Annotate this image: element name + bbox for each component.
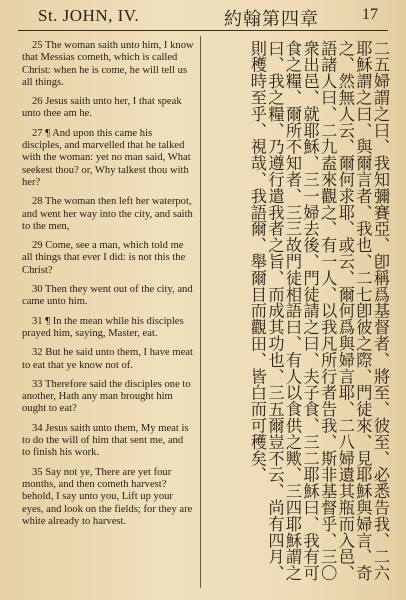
verse-27: 27 ¶ And upon this came his disciples, and marvelled that he talked with the woman: yet no man said, What seekest thou? or, Why talkest thou with her? (22, 127, 191, 188)
verse-30: 30 Then they went out of the city, and came unto him. (22, 284, 193, 308)
chinese-text: 二五婦謂之曰、我知彌賽亞、卽稱爲基督者、將至、彼至、必悉告我、二六耶穌謂之曰、與爾言者、我也、二七卽彼之際、門徒來、見耶穌與婦言、奇之、然無人云、爾何求耶、或云、爾何爲與婦言耶、二八婦遺其瓶而入邑、語諸人曰、二九盍來觀之、有一人、以我凡所行者告我、斯非基督乎、三〇衆出邑、就耶穌、三一婦去後、門徒請之曰、夫子食、三二耶穌曰、我有可食之糧、爾所不知者、三三故門徒相語曰、有人以食供之歟、三四耶穌謂之曰、我之糧、乃遵行遣我者之旨、而成其功也、三五爾豈不云、尚有四月、則穫時至乎、視哉、我語爾、舉爾目而觀田、皆白而可穫矣、 (247, 40, 389, 582)
page-header (0, 0, 406, 34)
english-running-title: St. JOHN, IV. (38, 6, 140, 25)
chinese-running-title: 約翰第四章 (224, 9, 319, 29)
verse-35: 35 Say not ye, There are yet four months, and then cometh harvest? behold, I say unto you, Lift up your eyes, and look on the fields; for they are white already to harvest. (22, 466, 193, 527)
verse-31: 31 ¶ In the mean while his disciples prayed him, saying, Master, eat. (22, 315, 184, 339)
page-number: 17 (362, 6, 378, 23)
verse-33: 33 Therefore said the disciples one to another, Hath any man brought him ought to eat? (22, 378, 191, 415)
chinese-column (206, 40, 388, 588)
verse-26: 26 Jesus saith unto her, I that speak unto thee am he. (22, 96, 182, 120)
verse-32: 32 But he said unto them, I have meat to eat that ye know not of. (22, 347, 193, 371)
column-divider (200, 36, 201, 588)
verse-25: 25 The woman saith unto him, I know that Messias cometh, which is called Christ: when he is come, he will tell us all things. (22, 40, 194, 88)
verse-28: 28 The woman then left her waterpot, and went her way into the city, and saith to the men, (22, 196, 193, 232)
header-rule (18, 30, 388, 31)
english-column (22, 40, 194, 588)
verse-29: 29 Come, see a man, which told me all things that ever I did: is not this the Christ? (22, 240, 186, 276)
verse-34: 34 Jesus saith unto them, My meat is to do the will of him that sent me, and to finish his work. (22, 422, 189, 459)
